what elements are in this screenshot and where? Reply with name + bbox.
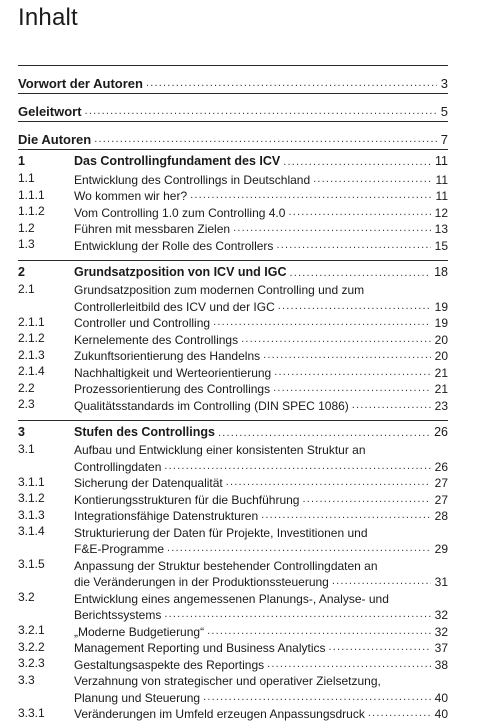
page-number: 40 [435,691,448,705]
dot-leader [190,190,431,200]
entry-line [74,203,448,220]
entry-line [74,639,448,656]
entry-body [74,203,448,220]
entry-title: Stufen des Controllings [74,424,215,441]
entry-line [74,187,448,204]
entry-body [74,523,448,556]
page-number: 27 [435,493,448,507]
entry-line [74,330,448,347]
entry-line [74,457,448,474]
section-number: 3.1.4 [18,523,74,556]
page-number: 37 [435,641,448,655]
toc-entry-section[interactable] [18,187,448,204]
page-number: 26 [434,424,448,441]
section-number: 3.2.2 [18,639,74,656]
entry-title: Vorwort der Autoren [18,76,143,91]
entry-title: Entwicklung des Controllings in Deutschland [74,173,310,187]
dot-leader [290,268,431,278]
entry-body [74,380,448,397]
dot-leader [164,461,430,471]
entry-body [74,490,448,507]
entry-title: Qualitätsstandards im Controlling (DIN SPEC 1086) [74,399,349,413]
toc-entry-section[interactable] [18,396,448,413]
entry-line [74,523,448,540]
entry-line [74,507,448,524]
entry-title: Planung und Steuerung [74,691,200,705]
chapter-number: 2 [18,264,74,281]
toc-entry-chapter[interactable] [18,264,448,281]
section-number: 3.2 [18,589,74,622]
entry-body [74,187,448,204]
entry-body [74,330,448,347]
entry-line [74,363,448,380]
dot-leader [328,642,430,652]
entry-title: Geleitwort [18,104,82,119]
entry-title: Verzahnung von strategischer und operativer Zielsetzung, [74,674,381,688]
section-number: 2.3 [18,396,74,413]
entry-body [74,556,448,589]
dot-leader [273,383,431,393]
divider [18,420,448,421]
section-number: 3.1.3 [18,507,74,524]
entry-body [74,474,448,491]
page-title: Inhalt [18,4,78,32]
entry-title: Prozessorientierung des Controllings [74,382,270,396]
page-number: 11 [436,189,448,203]
entry-title: Kernelemente des Controllings [74,333,238,347]
toc-entry-section[interactable] [18,347,448,364]
toc-entry-section[interactable] [18,507,448,524]
entry-line [74,589,448,606]
entry-title: Grundsatzposition zum modernen Controlling und zum [74,283,364,297]
section-number: 3.3 [18,672,74,705]
page-number: 13 [435,222,448,236]
dot-leader [213,317,431,327]
page-number: 32 [435,625,448,639]
section-number: 3.1.5 [18,556,74,589]
entry-body [74,655,448,672]
section-number: 1.3 [18,236,74,253]
section-number: 1.1.1 [18,187,74,204]
dot-leader [283,157,431,167]
dot-leader [332,576,431,586]
entry-title: Führen mit messbaren Zielen [74,222,230,236]
table-of-contents [18,63,448,721]
section-number: 3.3.1 [18,705,74,721]
dot-leader [352,400,431,410]
spacer [18,413,448,418]
entry-title: Integrationsfähige Datenstrukturen [74,509,258,523]
dot-leader [146,78,437,88]
entry-title: Management Reporting und Business Analytics [74,641,325,655]
divider [18,65,448,66]
dot-leader [276,240,430,250]
entry-body [74,705,448,721]
toc-entry-section[interactable] [18,380,448,397]
entry-line [74,705,448,721]
entry-title: Entwicklung eines angemessenen Planungs-, Analyse- und [74,592,389,606]
section-number: 3.1 [18,441,74,474]
toc-entry-section[interactable] [18,170,448,187]
toc-entry-section[interactable] [18,220,448,237]
entry-line [74,622,448,639]
entry-line [74,264,448,281]
page-number: 29 [435,542,448,556]
entry-body [74,396,448,413]
entry-title: Controller und Controlling [74,316,210,330]
section-number: 2.1 [18,281,74,314]
section-number: 2.1.1 [18,314,74,331]
entry-body [74,424,448,441]
entry-body [74,507,448,524]
toc-entry-section[interactable] [18,705,448,721]
entry-line [74,380,448,397]
divider [18,149,448,150]
dot-leader [288,207,430,217]
dot-leader [274,367,430,377]
divider [18,121,448,122]
section-number: 3.2.3 [18,655,74,672]
toc-entry-chapter[interactable] [18,153,448,170]
entry-body [74,264,448,281]
entry-title: Kontierungsstrukturen für die Buchführung [74,493,299,507]
entry-line [74,153,448,170]
page-number: 7 [441,132,448,147]
entry-title: Controllingdaten [74,460,161,474]
dot-leader [241,334,431,344]
dot-leader [313,174,431,184]
toc-entry-section[interactable] [18,474,448,491]
dot-leader [218,428,430,438]
entry-line [74,540,448,557]
page-number: 27 [435,476,448,490]
toc-entry-section[interactable] [18,523,448,556]
entry-title: Gestaltungsaspekte des Reportings [74,658,264,672]
dot-leader [85,106,437,116]
chapter-number: 3 [18,424,74,441]
entry-line [74,170,448,187]
entry-body [74,589,448,622]
section-number: 2.1.2 [18,330,74,347]
page-number: 40 [435,707,448,721]
section-number: 1.1 [18,170,74,187]
entry-body [74,170,448,187]
entry-body [74,314,448,331]
dot-leader [233,223,431,233]
page-number: 31 [435,575,448,589]
entry-body [74,236,448,253]
entry-title: Aufbau und Entwicklung einer konsistenten Struktur an [74,443,366,457]
page-number: 26 [435,460,448,474]
dot-leader [302,494,430,504]
section-number: 2.1.4 [18,363,74,380]
entry-body [74,672,448,705]
page-number: 18 [434,264,448,281]
toc-entry-front-matter[interactable] [18,97,448,119]
page-number: 19 [435,300,448,314]
toc-entry-section[interactable] [18,589,448,622]
toc-entry-front-matter[interactable] [18,69,448,91]
entry-line [74,655,448,672]
dot-leader [167,543,431,553]
toc-entry-chapter[interactable] [18,424,448,441]
entry-line [74,281,448,298]
page-number: 20 [435,333,448,347]
toc-entry-section[interactable] [18,314,448,331]
entry-line [74,236,448,253]
entry-line [74,474,448,491]
page-number: 23 [435,399,448,413]
entry-line [74,573,448,590]
entry-title: Grundsatzposition von ICV und IGC [74,264,287,281]
entry-title: Veränderungen im Umfeld erzeugen Anpassungsdruck [74,707,365,721]
page-number: 3 [441,76,448,91]
entry-body [74,363,448,380]
chapter-number: 1 [18,153,74,170]
dot-leader [226,477,431,487]
entry-title: die Veränderungen in der Produktionssteuerung [74,575,329,589]
entry-line [74,441,448,458]
dot-leader [261,510,431,520]
entry-line [74,556,448,573]
section-number: 3.1.1 [18,474,74,491]
section-number: 3.2.1 [18,622,74,639]
entry-line [74,606,448,623]
entry-body [74,347,448,364]
dot-leader [207,626,431,636]
entry-title: „Moderne Budgetierung“ [74,625,204,639]
entry-title: Entwicklung der Rolle des Controllers [74,239,273,253]
toc-entry-section[interactable] [18,556,448,589]
page-number: 5 [441,104,448,119]
entry-title: Die Autoren [18,132,91,147]
page-number: 32 [435,608,448,622]
toc-entry-section[interactable] [18,655,448,672]
page-number: 21 [435,382,448,396]
entry-line [74,672,448,689]
page-number: 12 [435,206,448,220]
dot-leader [203,692,431,702]
entry-body [74,441,448,474]
entry-line [74,297,448,314]
entry-title: Berichtssystems [74,608,161,622]
entry-line [74,688,448,705]
dot-leader [267,659,431,669]
entry-title: Das Controllingfundament des ICV [74,153,280,170]
section-number: 3.1.2 [18,490,74,507]
entry-line [74,220,448,237]
entry-line [74,424,448,441]
page-number: 19 [435,316,448,330]
toc-entry-front-matter[interactable] [18,125,448,147]
dot-leader [164,609,430,619]
toc-entry-section[interactable] [18,490,448,507]
spacer [18,253,448,258]
dot-leader [368,708,431,718]
entry-line [74,490,448,507]
section-number: 2.2 [18,380,74,397]
entry-title: Vom Controlling 1.0 zum Controlling 4.0 [74,206,285,220]
entry-title: Sicherung der Datenqualität [74,476,223,490]
entry-body [74,639,448,656]
entry-title: F&E-Programme [74,542,164,556]
dot-leader [278,301,431,311]
toc-entry-section[interactable] [18,236,448,253]
entry-title: Anpassung der Struktur bestehender Controllingdaten an [74,559,378,573]
toc-entry-section[interactable] [18,639,448,656]
toc-entry-section[interactable] [18,441,448,474]
section-number: 1.2 [18,220,74,237]
page-number: 38 [435,658,448,672]
entry-title: Nachhaltigkeit und Werteorientierung [74,366,271,380]
toc-entry-section[interactable] [18,622,448,639]
toc-entry-section[interactable] [18,281,448,314]
page-number: 11 [435,153,448,170]
entry-body [74,622,448,639]
entry-title: Controllerleitbild des ICV und der IGC [74,300,275,314]
toc-entry-section[interactable] [18,330,448,347]
entry-line [74,396,448,413]
dot-leader [263,350,431,360]
page-number: 20 [435,349,448,363]
page-number: 15 [435,239,448,253]
entry-title: Strukturierung der Daten für Projekte, Investitionen und [74,526,368,540]
entry-line [74,347,448,364]
toc-entry-section[interactable] [18,203,448,220]
divider [18,260,448,261]
page-number: 11 [436,173,448,187]
page-number: 28 [435,509,448,523]
entry-body [74,220,448,237]
section-number: 2.1.3 [18,347,74,364]
dot-leader [94,134,437,144]
section-number: 1.1.2 [18,203,74,220]
page-number: 21 [435,366,448,380]
toc-entry-section[interactable] [18,363,448,380]
toc-entry-section[interactable] [18,672,448,705]
entry-body [74,281,448,314]
entry-line [74,314,448,331]
entry-title: Wo kommen wir her? [74,189,187,203]
entry-body [74,153,448,170]
divider [18,93,448,94]
entry-title: Zukunftsorientierung des Handelns [74,349,260,363]
